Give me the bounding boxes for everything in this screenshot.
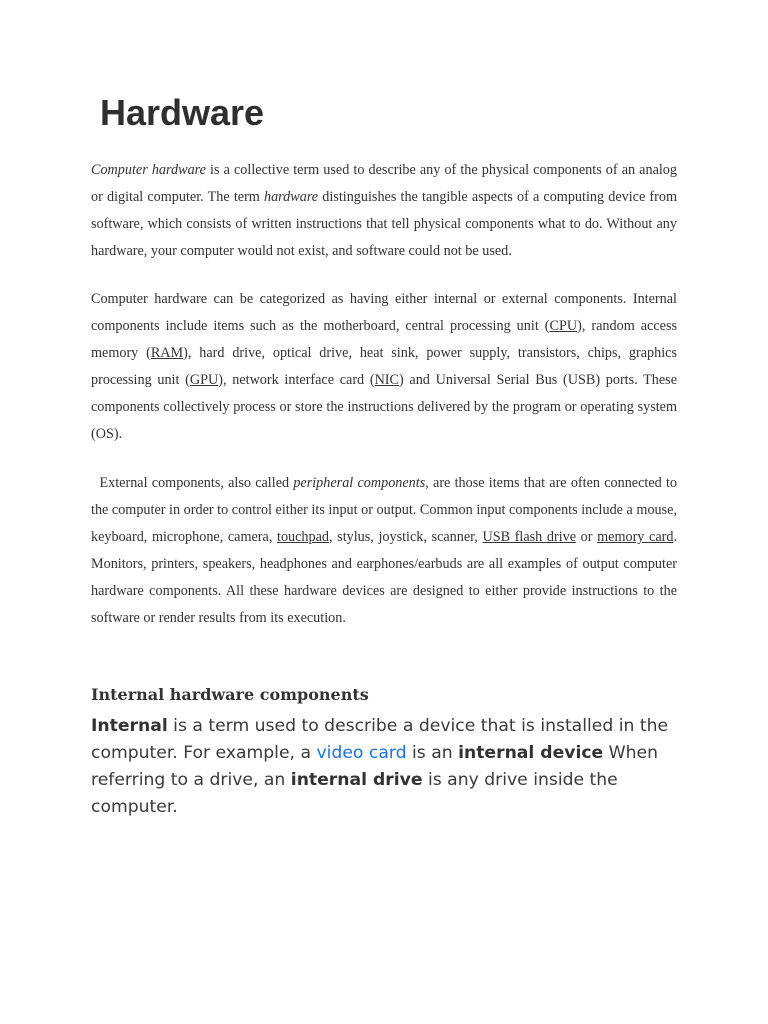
text: is a collective term used to describe any of the physical components of an analog or digital computer. The term xyxy=(91,162,677,205)
text: , are those items that are often connected to the computer in order to control either its input or output. Common input components include a mouse, keyboard, microphone, camera, xyxy=(91,475,678,545)
paragraph-intro xyxy=(91,157,677,265)
text: is a term used to describe a device that is installed in the computer. For example, a xyxy=(91,716,669,763)
link-video-card[interactable]: video card xyxy=(316,743,407,763)
link-cpu[interactable]: CPU xyxy=(549,318,578,334)
link-ram[interactable]: RAM xyxy=(150,345,184,361)
link-touchpad[interactable]: touchpad xyxy=(277,529,330,545)
text: is any drive inside the computer. xyxy=(91,770,618,817)
text: is an xyxy=(406,743,459,763)
term-internal-device: internal device xyxy=(458,743,604,763)
link-gpu[interactable]: GPU xyxy=(189,372,219,388)
text: ) and Universal Serial Bus (USB) ports. These components collectively process or store the instructions delivered by the program or operating system (OS). xyxy=(91,372,677,442)
text: Computer hardware can be categorized as having either internal or external components. Internal components include items such as the motherboard, central processing unit ( xyxy=(91,291,677,334)
term-hardware: hardware xyxy=(263,189,319,205)
text: When referring to a drive, an xyxy=(91,743,659,790)
paragraph-internal xyxy=(91,713,691,821)
page-title: Hardware xyxy=(100,92,265,133)
text: ), hard drive, optical drive, heat sink, power supply, transistors, chips, graphics processing unit ( xyxy=(91,345,677,388)
link-nic[interactable]: NIC xyxy=(374,372,399,388)
link-memory-card[interactable]: memory card xyxy=(597,529,674,545)
text: . Monitors, printers, speakers, headphones and earphones/earbuds are all examples of output computer hardware components. All these hardware devices are designed to either provide instructions to the software or render results from its execution. xyxy=(91,529,677,626)
text: or xyxy=(576,529,598,545)
text: ), network interface card ( xyxy=(218,372,375,388)
term-peripheral-components: peripheral components xyxy=(293,475,426,491)
section-heading: Internal hardware components xyxy=(91,685,369,704)
paragraph-components xyxy=(91,286,677,448)
term-internal-drive: internal drive xyxy=(290,770,423,790)
term-computer-hardware: Computer hardware xyxy=(91,162,206,178)
term-internal: Internal xyxy=(91,716,168,736)
text: External components, also called xyxy=(91,475,294,491)
text: , stylus, joystick, scanner, xyxy=(329,529,483,545)
text: ), random access memory ( xyxy=(91,318,677,361)
text: distinguishes the tangible aspects of a computing device from software, which consists of written instructions that tell physical components what to do. Without any hardware, your computer would not exist, and software could not be used. xyxy=(91,189,677,259)
paragraph-external xyxy=(91,470,677,632)
link-usb-flash-drive[interactable]: USB flash drive xyxy=(482,529,577,545)
